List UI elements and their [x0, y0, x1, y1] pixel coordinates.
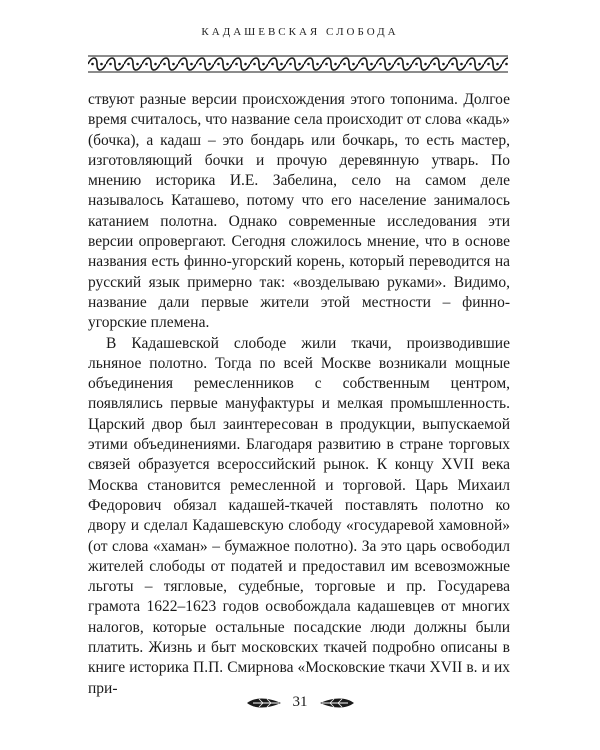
leaf-ornament-right-icon	[316, 695, 356, 711]
ornament-rule	[88, 54, 508, 74]
leaf-ornament-left-icon	[245, 695, 285, 711]
body-text	[88, 90, 510, 699]
running-head: КАДАШЕВСКАЯ СЛОБОДА	[201, 26, 399, 38]
page-folio	[0, 694, 600, 711]
paragraph-1: ствуют разные версии происхождения этого топонима. Долгое время считалось, что название села происходит от слова «кадь» (бочка), а кадаш – это бондарь или бочкарь, то есть мастер, изготовляющий бочки и прочую деревянную утварь. По мнению историка И.Е. Забелина, село на самом деле называлось Каташево, потому что его население занималось катанием полотна. Однако современные исследования эти версии опровергают. Сегодня сложилось мнение, что в основе названия есть финно-угорский корень, который переводится на русский язык примерно так: «возделываю руками». Видимо, название дали первые жители этой местности – финно-угорские племена.	[88, 91, 510, 332]
paragraph-2: В Кадашевской слободе жили ткачи, производившие льняное полотно. Тогда по всей Москве возникали мощные объединения ремесленников с собственным центром, появлялись первые мануфактуры и мелкая промышленность. Царский двор был заинтересован в продукции, выпускаемой этими объединениями. Благодаря развитию в стране торговых связей образуется всероссийский рынок. К концу XVII века Москва становится ремесленной и торговой. Царь Михаил Федорович обязал кадашей-ткачей поставлять полотно ко двору и сделал Кадашевскую слободу «государевой хамовной» (от слова «хаман» – бумажное полотно). За это царь освободил жителей слободы от податей и предоставил им всевозможные льготы – тягловые, судебные, торговые и пр. Государева грамота 1622–1623 годов освобождала кадашевцев от многих налогов, которые остальные посадские люди должны были платить. Жизнь и быт московских ткачей подробно описаны в книге историка П.П. Смирнова «Московские ткачи XVII в. и их при-	[88, 334, 510, 697]
page-number: 31	[292, 694, 308, 710]
